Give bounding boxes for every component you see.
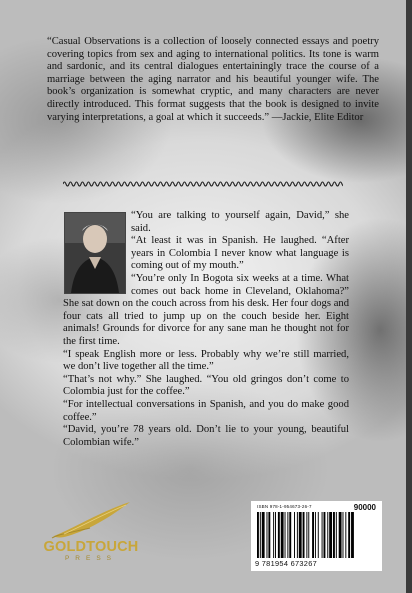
barcode-bars: [257, 512, 376, 560]
publisher-name: GOLDTOUCH: [43, 539, 139, 555]
price-code: 90000: [353, 503, 376, 512]
excerpt-paragraph-3: “You’re only In Bogota six weeks at a time. What comes out back home in Cleveland, Oklahoma?” She sat down on the couch across from his desk. Her four dogs and four cats all tried to jump up on the couch beside her. Eight animals! Grounds for divorce for any sane man he thought not for the first time.: [63, 272, 349, 347]
excerpt-paragraph-5: “That’s not why.” She laughed. “You old gringos don’t come to Colombia just for the coffee.”: [63, 373, 349, 398]
spine-edge: [406, 0, 412, 593]
excerpt-paragraph-1: “You are talking to yourself again, David,” she said.: [131, 210, 349, 234]
isbn-barcode: [251, 501, 382, 571]
barcode-digits: 9 781954 673267: [255, 559, 318, 568]
publisher-subtitle: PRESS: [64, 555, 118, 562]
review-blurb: “Casual Observations is a collection of loosely connected essays and poetry covering topics from sex and aging to international politics. Its tone is warm and sardonic, and its central dialogues entertainingly trace the course of a marriage between the aging narrator and his beautiful younger wife. The book’s organization is somewhat cryptic, and many characters are never directly introduced. This format suggests that the book is designed to invite varying interpretations, a goal at which it succeeds.” —Jackie, Elite Editor: [47, 36, 379, 123]
excerpt-paragraph-6: “For intellectual conversations in Spanish, and you do make good coffee.”: [63, 398, 349, 423]
excerpt-paragraph-2: “At least it was in Spanish. He laughed. “After years in Colombia I never know what language is coming out of my mouth.”: [131, 235, 349, 272]
excerpt-paragraph-4: “I speak English more or less. Probably why we’re still married, we don’t live together all the time.”: [63, 348, 349, 373]
excerpt-paragraph-7: “David, you’re 78 years old. Don’t lie to your young, beautiful Colombian wife.”: [63, 424, 349, 448]
isbn-text: ISBN 978-1-954673-26-7: [257, 504, 312, 509]
quill-icon: [54, 502, 130, 538]
wavy-divider: [63, 178, 343, 190]
excerpt-text: [63, 210, 349, 449]
